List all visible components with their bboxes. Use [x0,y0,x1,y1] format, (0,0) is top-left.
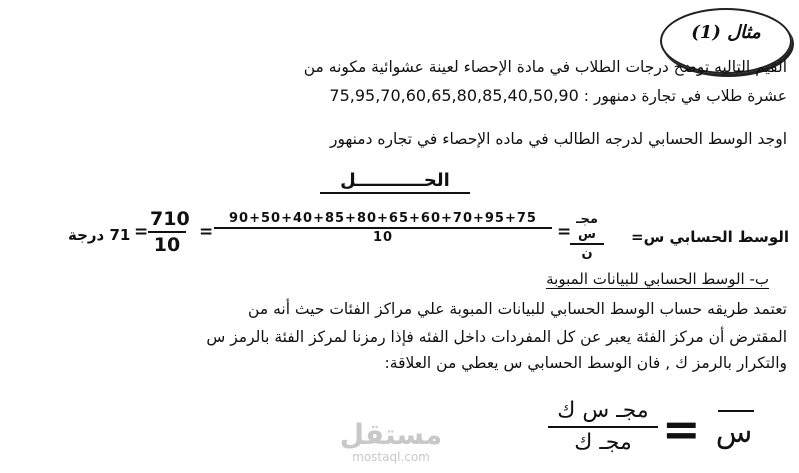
mean-label: الوسط الحسابي س= [631,228,789,246]
mean-sum-fraction [214,211,552,245]
formula-fraction [548,398,658,455]
mean-value-fraction [148,208,190,256]
grouped-heading: ب- الوسط الحسابي للبيانات المبوبة [546,270,769,288]
grouped-line-3: والتكرار بالرمز ك , فان الوسط الحسابي س يعطي من العلاقة: [384,354,787,372]
equals-sign-1: = [557,222,572,242]
problem-values: 75,95,70,60,65,80,85,40,50,90 [329,86,579,105]
mean-overbar [718,410,754,412]
problem-line-2 [329,86,787,105]
mean-sum-numerator: 90+50+40+85+80+65+60+70+95+75 [214,211,552,229]
mean-symbol-numerator: مجـ س [570,212,604,245]
mean-sum-denominator: 10 [372,230,394,245]
mean-value-denominator: 10 [153,234,181,256]
mean-value-numerator: 710 [148,208,186,233]
formula-equals: = [662,402,701,456]
formula-numerator: مجـ س ك [548,398,658,428]
grouped-line-2: المقترض أن مركز الفئة يعبر عن كل المفردات داخل الفئه فإذا رمزنا لمركز الفئة بالرمز س [206,328,787,346]
mostaql-watermark [338,420,444,464]
mean-symbol-denominator: ن [581,246,593,261]
solution-heading: الحـــــــــــل [320,170,470,194]
watermark-latin: mostaql.com [352,450,430,464]
equals-sign-3: = [134,222,149,242]
mean-result: 71 درجة [68,226,131,244]
problem-line-3: اوجد الوسط الحسابي لدرجه الطالب في ماده الإحصاء في تجاره دمنهور [329,130,787,148]
formula-denominator: مجـ ك [574,430,632,455]
example-title: مثال (1) [691,22,761,43]
problem-line-1: القيم التاليه توضح درجات الطلاب في مادة الإحصاء لعينة عشوائية مكونه من [303,58,787,76]
equals-sign-2: = [199,222,214,242]
watermark-arabic: مستقل [339,418,443,451]
formula-lhs: س [715,415,753,450]
grouped-line-1: تعتمد طريقه حساب الوسط الحسابي للبيانات المبوبة علي مراكز الفئات حيث أنه من [248,300,787,318]
problem-line-2-text: عشرة طلاب في تجارة دمنهور : [583,87,787,105]
mean-symbol-fraction [570,212,604,261]
